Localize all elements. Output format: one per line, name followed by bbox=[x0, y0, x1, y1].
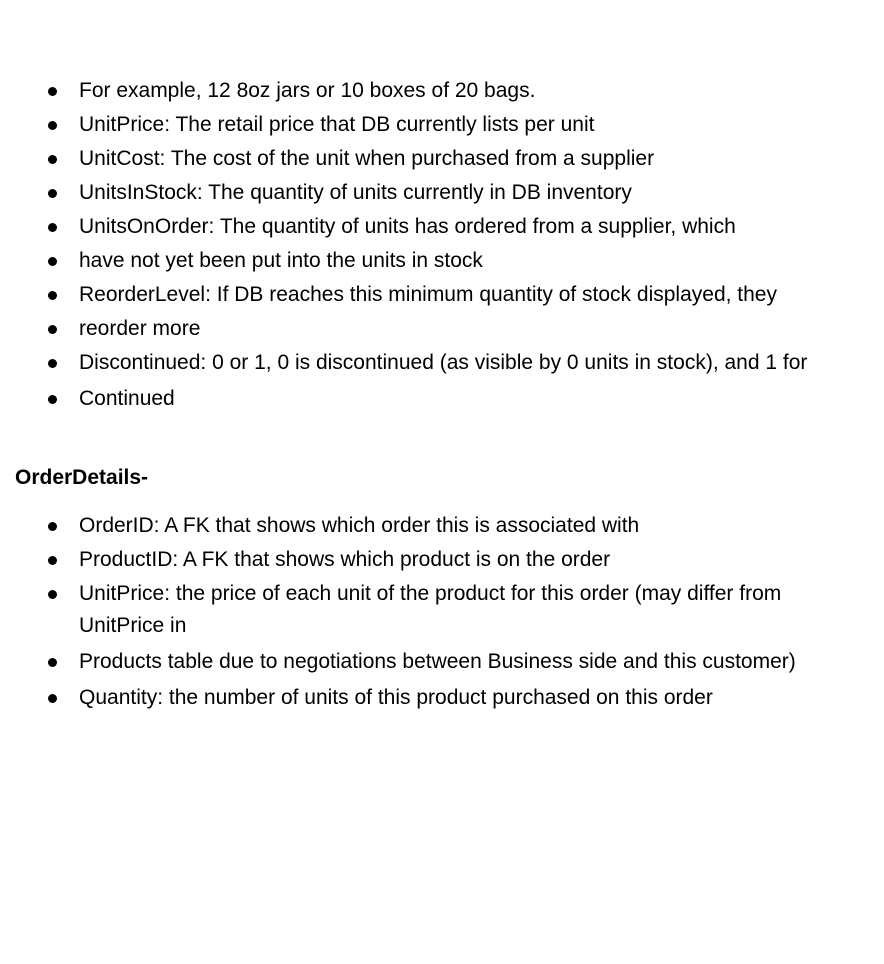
list-item bbox=[0, 347, 884, 379]
products-field-list bbox=[0, 75, 884, 417]
bullet-icon bbox=[48, 291, 57, 300]
bullet-icon bbox=[48, 155, 57, 164]
list-item bbox=[0, 682, 884, 714]
bullet-icon bbox=[48, 590, 57, 599]
list-item bbox=[0, 578, 884, 642]
bullet-icon bbox=[48, 257, 57, 266]
section-heading-orderdetails: OrderDetails- bbox=[15, 466, 149, 489]
list-item-text: UnitPrice: The retail price that DB currently lists per unit bbox=[79, 113, 595, 136]
list-item bbox=[0, 211, 884, 243]
bullet-icon bbox=[48, 223, 57, 232]
list-item bbox=[0, 313, 884, 345]
orderdetails-field-list bbox=[0, 510, 884, 716]
list-item bbox=[0, 245, 884, 277]
list-item-text: Products table due to negotiations between Business side and this customer) bbox=[79, 650, 796, 673]
bullet-icon bbox=[48, 658, 57, 667]
list-item bbox=[0, 143, 884, 175]
list-item-text: UnitsOnOrder: The quantity of units has ordered from a supplier, which bbox=[79, 215, 736, 238]
list-item-text: ProductID: A FK that shows which product is on the order bbox=[79, 548, 611, 571]
bullet-icon bbox=[48, 87, 57, 96]
list-item bbox=[0, 646, 884, 678]
list-item bbox=[0, 177, 884, 209]
bullet-icon bbox=[48, 325, 57, 334]
list-item-text: Discontinued: 0 or 1, 0 is discontinued (as visible by 0 units in stock), and 1 for bbox=[79, 351, 808, 374]
list-item bbox=[0, 75, 884, 107]
list-item-text: reorder more bbox=[79, 317, 201, 340]
list-item-text: OrderID: A FK that shows which order this is associated with bbox=[79, 514, 640, 537]
list-item-text: For example, 12 8oz jars or 10 boxes of 20 bags. bbox=[79, 79, 536, 102]
list-item-text: UnitsInStock: The quantity of units currently in DB inventory bbox=[79, 181, 632, 204]
bullet-icon bbox=[48, 121, 57, 130]
list-item bbox=[0, 279, 884, 311]
bullet-icon bbox=[48, 694, 57, 703]
bullet-icon bbox=[48, 395, 57, 404]
list-item-text: Continued bbox=[79, 387, 175, 410]
bullet-icon bbox=[48, 359, 57, 368]
list-item-text: Quantity: the number of units of this product purchased on this order bbox=[79, 686, 713, 709]
bullet-icon bbox=[48, 189, 57, 198]
bullet-icon bbox=[48, 556, 57, 565]
list-item bbox=[0, 383, 884, 415]
list-item bbox=[0, 544, 884, 576]
bullet-icon bbox=[48, 522, 57, 531]
list-item-text: UnitPrice: the price of each unit of the product for this order (may differ from UnitPrice in bbox=[79, 582, 782, 637]
list-item-text: have not yet been put into the units in stock bbox=[79, 249, 483, 272]
list-item-text: ReorderLevel: If DB reaches this minimum quantity of stock displayed, they bbox=[79, 283, 777, 306]
list-item-text: UnitCost: The cost of the unit when purchased from a supplier bbox=[79, 147, 655, 170]
list-item bbox=[0, 510, 884, 542]
list-item bbox=[0, 109, 884, 141]
